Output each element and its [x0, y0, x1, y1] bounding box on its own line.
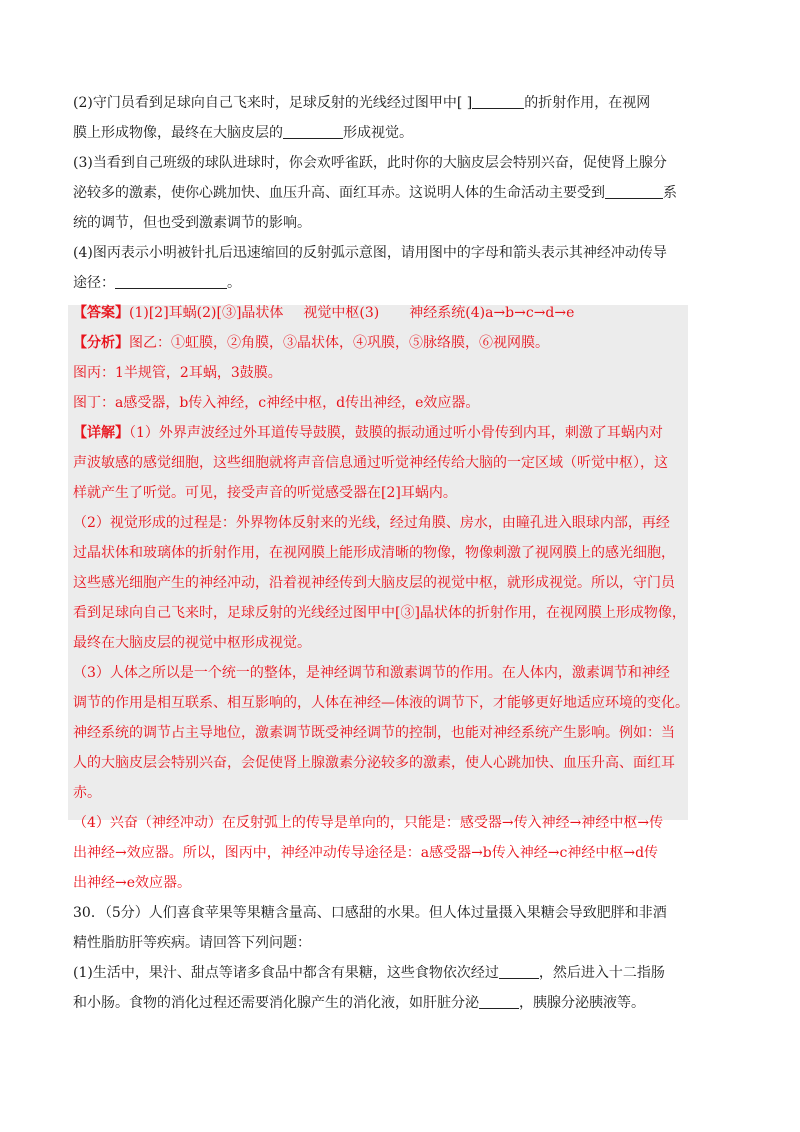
detail-line-15: 出神经→效应器。所以，图丙中，神经冲动传导途径是：a感受器→b传入神经→c神经中枢→d传 — [73, 845, 659, 861]
q2-line-2: 膜上形成物像，最终在大脑皮层的 形成视觉。 — [73, 125, 413, 141]
analysis-tag: 【分析】 — [73, 335, 129, 351]
q30-line-4: 和小肠。食物的消化过程还需要消化腺产生的消化液，如肝脏分泌 ，胰腺分泌胰液等。 — [73, 995, 645, 1011]
detail-line-3: 样就产生了听觉。可见，接受声音的听觉感受器在[2]耳蜗内。 — [73, 485, 457, 501]
q30-line-1: 30．（5分）人们喜食苹果等果糖含量高、口感甜的水果。但人体过量摄入果糖会导致肥胖和非酒 — [73, 905, 667, 921]
answer-blank[interactable] — [283, 124, 343, 139]
detail-line-9: （3）人体之所以是一个统一的整体，是神经调节和激素调节的作用。在人体内，激素调节和神经 — [73, 665, 670, 681]
detail-line-10: 调节的作用是相互联系、相互影响的，人体在神经—体液的调节下，才能够更好地适应环境的变化。 — [73, 695, 689, 711]
analysis-line-3: 图丁：a感受器，b传入神经，c神经中枢，d传出神经，e效应器。 — [73, 395, 480, 411]
q30-line-2: 精性脂肪肝等疾病。请回答下列问题： — [73, 935, 311, 951]
detail-line-4: （2）视觉形成的过程是：外界物体反射来的光线，经过角膜、房水，由瞳孔进入眼球内部，再经 — [73, 515, 670, 531]
q3-line-3: 统的调节，但也受到激素调节的影响。 — [73, 215, 311, 231]
detail-line-16: 出神经→e效应器。 — [73, 875, 192, 891]
detail-line-5: 过晶状体和玻璃体的折射作用，在视网膜上能形成清晰的物像，物像刺激了视网膜上的感光细胞， — [73, 545, 675, 561]
q2-line-1: (2)守门员看到足球向自己飞来时，足球反射的光线经过图甲中[ ] 的折射作用，在视网 — [73, 95, 651, 111]
answer-blank[interactable] — [499, 964, 539, 979]
detail-tag: 【详解】 — [73, 425, 129, 441]
answer-tag: 【答案】 — [73, 305, 129, 321]
answer-line: 【答案】(1)[2]耳蜗(2)[③]晶状体 视觉中枢(3) 神经系统(4)a→b→c→d→e — [73, 305, 575, 321]
document-page — [73, 88, 693, 1018]
q4-line-2: 途径： 。 — [73, 275, 241, 291]
detail-line-12: 人的大脑皮层会特别兴奋，会促使肾上腺激素分泌较多的激素，使人心跳加快、血压升高、面红耳 — [73, 755, 675, 771]
q3-line-2: 泌较多的激素，使你心跳加快、血压升高、面红耳赤。这说明人体的生命活动主要受到 系 — [73, 185, 677, 201]
detail-line-1: 【详解】（1）外界声波经过外耳道传导鼓膜，鼓膜的振动通过听小骨传到内耳，刺激了耳蜗内对 — [73, 425, 663, 441]
detail-line-14: （4）兴奋（神经冲动）在反射弧上的传导是单向的，只能是：感受器→传入神经→神经中枢→传 — [73, 815, 664, 831]
answer-section — [73, 298, 693, 898]
q3-line-1: (3)当看到自己班级的球队进球时，你会欢呼雀跃，此时你的大脑皮层会特别兴奋，促使肾上腺分 — [73, 155, 667, 171]
answer-blank[interactable] — [479, 994, 519, 1009]
answer-blank[interactable] — [472, 94, 524, 109]
analysis-line-2: 图丙：1半规管，2耳蜗，3鼓膜。 — [73, 365, 282, 381]
detail-line-2: 声波敏感的感觉细胞，这些细胞就将声音信息通过听觉神经传给大脑的一定区域（听觉中枢），这 — [73, 455, 668, 471]
detail-line-11: 神经系统的调节占主导地位，激素调节既受神经调节的控制，也能对神经系统产生影响。例如：当 — [73, 725, 675, 741]
detail-line-6: 这些感光细胞产生的神经冲动，沿着视神经传到大脑皮层的视觉中枢，就形成视觉。所以，守门员 — [73, 575, 675, 591]
q30-line-3: (1)生活中，果汁、甜点等诸多食品中都含有果糖，这些食物依次经过 ，然后进入十二指肠 — [73, 965, 665, 981]
analysis-line-1: 【分析】图乙：①虹膜，②角膜，③晶状体，④巩膜，⑤脉络膜，⑥视网膜。 — [73, 335, 549, 351]
detail-line-13: 赤。 — [73, 785, 101, 801]
detail-line-8: 最终在大脑皮层的视觉中枢形成视觉。 — [73, 635, 311, 651]
q4-line-1: (4)图丙表示小明被针扎后迅速缩回的反射弧示意图，请用图中的字母和箭头表示其神经冲动传导 — [73, 245, 667, 261]
answer-blank[interactable] — [605, 184, 663, 199]
detail-line-7: 看到足球向自己飞来时，足球反射的光线经过图甲中[③]晶状体的折射作用，在视网膜上形成物像， — [73, 605, 686, 621]
answer-blank[interactable] — [115, 274, 227, 289]
